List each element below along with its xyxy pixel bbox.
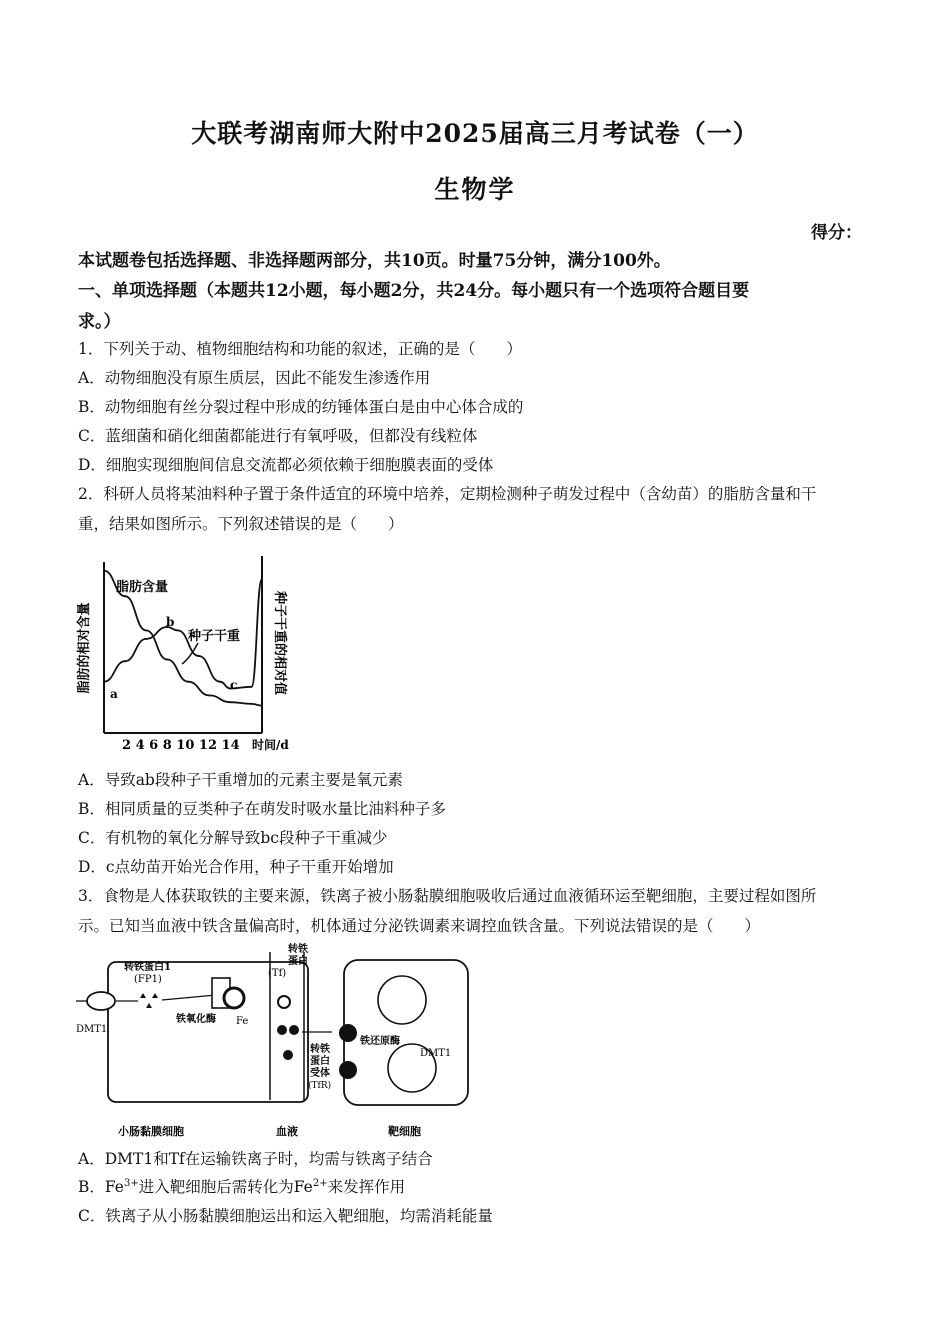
exam-intro: 本试题卷包括选择题、非选择题两部分，共10页。时量75分钟，满分100外。 [78, 251, 671, 271]
iron-ion-marker [140, 993, 146, 998]
exam-title: 大联考湖南师大附中2025届高三月考试卷（一） [191, 119, 759, 148]
fp1-abbr: (FP1) [134, 974, 162, 985]
transferrin-receptor [339, 1061, 357, 1079]
chart-data-point [124, 660, 126, 662]
chart-point-label-b: b [166, 615, 175, 629]
transferrin-iron-complex [283, 1050, 293, 1060]
dmt1-right-label: DMT1 [420, 1048, 452, 1059]
chart-data-point [145, 629, 147, 631]
transferrin-receptor [339, 1024, 357, 1042]
chart-data-point [145, 638, 147, 640]
q3-option-a: A．DMT1和Tf在运输铁离子时，均需与铁离子结合 [78, 1150, 433, 1168]
score-label: 得分： [811, 223, 862, 243]
chart-point-label-a: a [110, 687, 118, 701]
iron-ion-marker [146, 1003, 152, 1008]
iron-ion-marker [152, 993, 158, 998]
q2-option-a: A．导致ab段种子干重增加的元素主要是氧元素 [78, 771, 403, 789]
q1-option-c: C．蓝细菌和硝化细菌都能进行有氧呼吸，但都没有线粒体 [78, 427, 478, 445]
tf-abbr: (Tf) [268, 968, 287, 979]
section-title-line2: 求。） [78, 312, 121, 332]
intestinal-cell-label: 小肠黏膜细胞 [118, 1125, 184, 1138]
chart-data-point [177, 629, 179, 631]
chart-data-point [124, 595, 126, 597]
chart-point-label-c: c [230, 678, 238, 692]
chart-data-point [208, 694, 210, 696]
q3-option-b [78, 1175, 878, 1197]
chart-series-label-fat: 脂肪含量 [116, 580, 169, 595]
arrow-to-fp1 [162, 995, 216, 1000]
chart-left-axis-label: 脂肪的相对含量 [77, 602, 92, 694]
transferrin-molecule [278, 996, 290, 1008]
q3-b-superscript1: 3+ [123, 1177, 139, 1189]
tfr-label-1: 转铁 [310, 1044, 330, 1055]
ferroxidase-enzyme [224, 988, 244, 1008]
chart-data-point [261, 705, 263, 707]
q3-b-part1: B．Fe [78, 1178, 124, 1196]
q1-option-a: A．动物细胞没有原生质层，因此不能发生渗透作用 [78, 369, 431, 387]
q1-option-d: D．细胞实现细胞间信息交流都必须依赖于细胞膜表面的受体 [78, 456, 494, 474]
chart-data-point [103, 681, 105, 683]
tfr-label-3: 受体 [310, 1068, 330, 1079]
ferroxidase-label: 铁氧化酶 [176, 1014, 216, 1025]
transferrin-iron-complex [277, 1025, 287, 1035]
chart-x-axis-label: 时间/d [252, 738, 289, 752]
q1-option-b: B．动物细胞有丝分裂过程中形成的纺锤体蛋白是由中心体合成的 [78, 398, 524, 416]
q2-option-c: C．有机物的氧化分解导致bc段种子干重减少 [78, 829, 388, 847]
target-cell-label: 靶细胞 [388, 1125, 421, 1138]
blood-label: 血液 [276, 1125, 298, 1138]
q3-b-superscript2: 2+ [312, 1177, 328, 1189]
chart-data-point [219, 681, 221, 683]
chart-data-point [103, 570, 105, 572]
chart-data-point [166, 659, 168, 661]
fe-label: Fe [236, 1016, 249, 1027]
tfr-label-2: 蛋白 [310, 1056, 330, 1067]
tf-label-line2: 蛋白 [288, 956, 308, 967]
transferrin-iron-complex [289, 1025, 299, 1035]
fp1-label: 转铁蛋白1 [124, 962, 171, 973]
iron-transport-diagram [76, 940, 476, 1140]
q3-b-part3: 来发挥作用 [327, 1178, 406, 1196]
chart-data-point [187, 681, 189, 683]
tf-label-line1: 转铁 [288, 944, 308, 955]
chart-x-ticks: 2 4 6 8 10 12 14 [122, 738, 240, 753]
q3-option-c: C．铁离子从小肠黏膜细胞运出和运入靶细胞，均需消耗能量 [78, 1207, 493, 1225]
chart-data-point [261, 578, 263, 580]
q2-option-d: D．c点幼苗开始光合作用，种子干重开始增加 [78, 858, 394, 876]
q2-option-b: B．相同质量的豆类种子在萌发时吸水量比油料种子多 [78, 800, 446, 818]
q3-stem-line1: 3．食物是人体获取铁的主要来源，铁离子被小肠黏膜细胞吸收后通过血液循环运至靶细胞，主要过程如图所 [78, 887, 817, 905]
q1-stem: 1．下列关于动、植物细胞结构和功能的叙述，正确的是（ ） [78, 340, 522, 358]
q3-b-part2: 进入靶细胞后需转化为Fe [138, 1178, 313, 1196]
q3-stem-line2: 示。已知当血液中铁含量偏高时，机体通过分泌铁调素来调控血铁含量。下列说法错误的是（ ） [78, 917, 761, 935]
tfr-abbr: (TfR) [308, 1081, 332, 1091]
q2-stem-line1: 2．科研人员将某油料种子置于条件适宜的环境中培养，定期检测种子萌发过程中（含幼苗）的脂肪含量和干 [78, 485, 817, 503]
subject-title: 生物学 [434, 175, 516, 204]
chart-data-point [251, 703, 253, 705]
chart-data-point [251, 686, 253, 688]
dmt1-left-label: DMT1 [76, 1024, 108, 1035]
section-title-line1: 一、单项选择题（本题共12小题，每小题2分，共24分。每小题只有一个选项符合题目要 [78, 281, 750, 301]
endosome-vesicle [378, 976, 426, 1024]
chart-data-point [198, 655, 200, 657]
chart-right-axis-label: 种子干重的相对值 [272, 590, 287, 696]
dmt1-transporter-left [87, 992, 115, 1010]
chart-data-point [229, 701, 231, 703]
chart-series-label-dryweight: 种子干重 [188, 629, 241, 644]
q2-stem-line2: 重，结果如图所示。下列叙述错误的是（ ） [78, 515, 404, 533]
fat-dryweight-chart [77, 548, 290, 758]
reductase-label: 铁还原酶 [360, 1036, 400, 1047]
